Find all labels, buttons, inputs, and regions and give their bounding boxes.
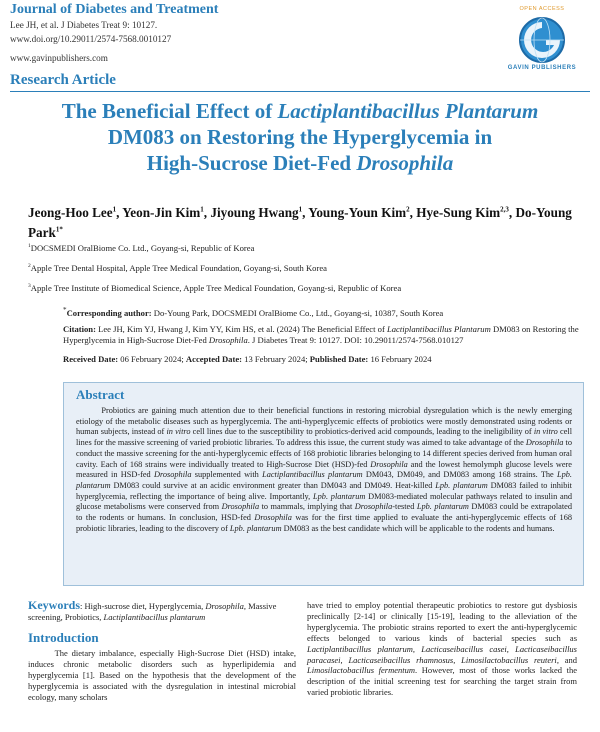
author: Yeon-Jin Kim$^1$,: [122, 205, 211, 221]
author: Jiyoung Hwang$^1$,: [210, 205, 309, 221]
introduction-right-column: have tried to employ potential therapeutic probiotics to restore gut dysbiosis preclinically [2-14] or clinically [15-19], leading to the alleviation of the hyperglycemia. The probiotic strains reported to exert the anti-hyperglycemic effects belonged to various kinds of bacterial species such as Lactiplantibacillus plantarum, Lacticaseibacillus casei, Lacticaseibacillus paracasei, Lacticaseibacillus rhamnosus, Limosilactobacillus reuteri, and Limosilactobacillus fermentum. However, most of those works lacked the description of the initial screening test for searching the target strain from varied probiotic libraries.: [307, 600, 577, 698]
publisher-name: GAVIN PUBLISHERS: [507, 65, 577, 71]
abstract-text: Probiotics are gaining much attention due to their beneficial functions in restoring microbial dysregulation which is the newly emerging etiology of the metabolic diseases such as hyperglycemia. The anti-hyperglycemic effects of probiotics were mostly demonstrated using rodents or human subjects, instead of in vitro cell lines due to the susceptibility to probiotics-derived acid compounds, leading to the ineligibility of in vitro cell lines for the massive screening of varied probiotic libraries. To address this issue, the current study was aimed to take advantage of the Drosophila to conduct the massive screening for the anti-hyperglycemic effects of 168 probiotic libraries belonging to 14 different species derived from human oral cavity. Each of 168 strains were individually treated to High-Sucrose Diet (HSD)-fed Drosophila and the lowest hemolymph glucose levels were measured in HSD-fed Drosophila supplemented with Lactiplantibacillus plantarum DM043, DM049, and DM083 among 168 strains. The Lpb. plantarum DM083 could survive at an acidic environment greater than DM043 and DM049. Heat-killed Lpb. plantarum DM083 failed to inhibit hyperglycemia, reflecting the importance of being alive. Importantly, Lpb. plantarum DM083-mediated molecular pathways related to insulin and glucose metabolisms were conserved from Drosophila to mammals, implying that Drosophila-tested Lpb. plantarum DM083 could be extrapolated to the rodents or humans. In conclusion, HSD-fed Drosophila was for the first time applied to evaluate the anti-hyperglycemic effects of 168 probiotic libraries, leading to the discovery of Lpb. plantarum DM083 as the best candidate which will be applicable to the rodents and humans.: [76, 406, 573, 533]
author: Do-Young Park$^{1*}$: [28, 205, 572, 240]
publisher-logo: [497, 6, 587, 88]
corresponding-author: *Corresponding author: Do-Young Park, DOCSMEDI OralBiome Co., Ltd., Goyang-si, 10387, South Korea: [63, 306, 444, 318]
journal-name: Journal of Diabetes and Treatment: [10, 2, 219, 17]
introduction-heading: Introduction: [28, 630, 99, 645]
affiliation-2: $^2$Apple Tree Dental Hospital, Apple Tree Medical Foundation, Goyang-si, South Korea: [28, 263, 327, 273]
author: Jeong-Hoo Lee$^1$,: [28, 205, 123, 221]
keywords-heading: Keywords: [28, 598, 80, 612]
gavin-globe-icon: [513, 15, 571, 65]
affiliation-3: $^3$Apple Tree Institute of Biomedical Science, Apple Tree Medical Foundation, Goyang-si, Republic of Korea: [28, 283, 402, 293]
header-divider: [10, 91, 590, 92]
website-link[interactable]: www.gavinpublishers.com: [10, 53, 108, 63]
author: Hye-Sung Kim$^{2,3}$,: [416, 205, 516, 221]
article-dates: Received Date: 06 February 2024; Accepted Date: 13 February 2024; Published Date: 16 February 2024: [63, 354, 432, 364]
author-list: [28, 202, 588, 241]
abstract-heading: Abstract: [76, 387, 125, 402]
citation: Citation: Lee JH, Kim YJ, Hwang J, Kim YY, Kim HS, et al. (2024) The Beneficial Effect of Lactiplantibacillus Plantarum DM083 on Restoring the Hyperglycemia in High-Sucrose Diet-Fed Drosophila. J Diabetes Treat 9: 10127. DOI: 10.29011/2574-7568.010127: [63, 324, 579, 345]
article-type: Research Article: [10, 72, 116, 88]
introduction-left-column: The dietary imbalance, especially High-Sucrose Diet (HSD) intake, induces chronic metabolic disorders such as hyperlipidemia and hyperglycemia [1]. Based on the hypothesis that the development of the hyperglycemia is associated with the dysregulation in intestinal microbial ecology, many scholars: [28, 648, 296, 702]
keywords: Keywords: High-sucrose diet, Hyperglycemia, Drosophila, Massive screening, Probiotics, Lactiplantibacillus plantarum: [28, 598, 277, 622]
open-access-badge: [497, 6, 587, 12]
article-title: The Beneficial Effect of Lactiplantibacillus Plantarum DM083 on Restoring the Hyperglycemia in High-Sucrose Diet-Fed Drosophila: [61, 99, 539, 175]
open-access-label: OPEN ACCESS: [519, 6, 565, 12]
journal-citation-line: Lee JH, et al. J Diabetes Treat 9: 10127.: [10, 20, 158, 30]
doi-link[interactable]: www.doi.org/10.29011/2574-7568.0010127: [10, 34, 172, 44]
affiliation-1: $^1$DOCSMEDI OralBiome Co. Ltd., Goyang-si, Republic of Korea: [28, 243, 255, 253]
author: Young-Youn Kim$^2$,: [308, 205, 417, 221]
